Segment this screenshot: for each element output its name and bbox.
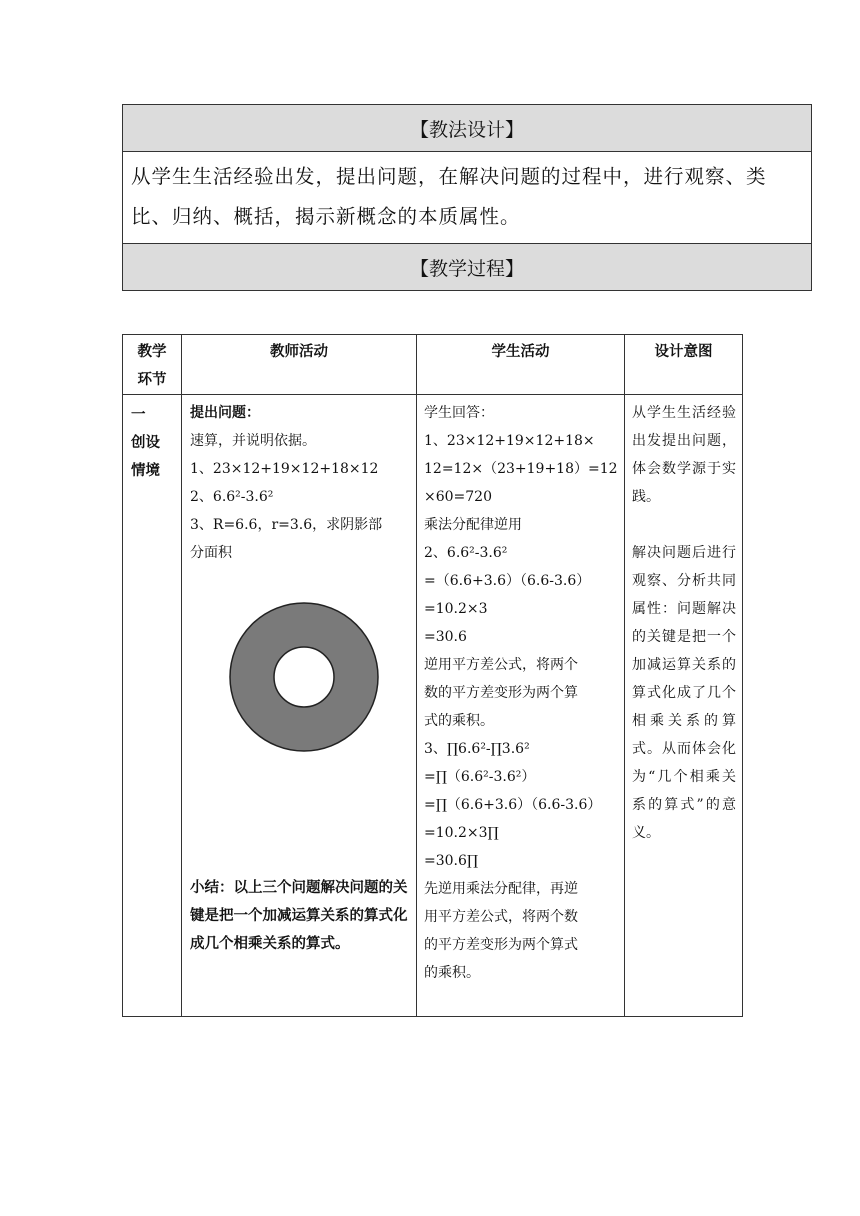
student-line: =30.6∏ (424, 853, 479, 869)
student-line: =10.2×3∏ (424, 825, 499, 841)
student-line: 12=12×（23+19+18）=12 (424, 461, 618, 477)
student-line: 学生回答： (424, 405, 494, 421)
student-line: 式的乘积。 (424, 713, 494, 729)
method-description: 从学生生活经验出发，提出问题，在解决问题的过程中，进行观察、类比、归纳、概括，揭示新概念的本质属性。 (123, 151, 811, 244)
student-line: =10.2×3 (424, 601, 488, 617)
process-title: 【教学过程】 (123, 244, 811, 290)
table-header-row (123, 335, 743, 395)
student-line: 逆用平方差公式，将两个 (424, 657, 578, 673)
student-line: 的乘积。 (424, 965, 480, 981)
teacher-activity-cell: 提出问题： 速算，并说明依据。 1、23×12+19×12+18×12 2、6.6²-3.6² 3、R=6.6，r=3.6，求阴影部 分面积 小结：以上三个问题解决问题的关键是把一个加减运算关系的算式化成几个相乘关系的算式。 (182, 395, 417, 1017)
method-title: 【教法设计】 (123, 105, 811, 151)
teaching-process-table (122, 334, 743, 1017)
student-line: =∏（6.6²-3.6²） (424, 769, 536, 785)
teaching-method-box (122, 104, 812, 291)
table-row (123, 395, 743, 1017)
teacher-heading: 提出问题： (190, 405, 260, 421)
teacher-summary: 小结：以上三个问题解决问题的关键是把一个加减运算关系的算式化成几个相乘关系的算式。 (190, 880, 408, 952)
header-teacher: 教师活动 (182, 335, 417, 395)
student-line: 的平方差变形为两个算式 (424, 937, 578, 953)
stage-cell: 一 创设 情境 (123, 395, 182, 1017)
student-line: 数的平方差变形为两个算 (424, 685, 578, 701)
student-line: 1、23×12+19×12+18× (424, 433, 595, 449)
student-line: 先逆用乘法分配律，再逆 (424, 881, 578, 897)
design-intent-cell (625, 395, 743, 1017)
intent-paragraph-2: 解决问题后进行观察、分析共同属性：问题解决的关键是把一个加减运算关系的算式化成了几个相乘关系的算式。从而体会化为“几个相乘关系的算式”的意义。 (632, 545, 736, 841)
student-line: 乘法分配律逆用 (424, 517, 522, 533)
header-stage: 教学环节 (123, 335, 182, 395)
student-activity-cell (417, 395, 625, 1017)
intent-paragraph-1: 从学生生活经验出发提出问题，体会数学源于实践。 (632, 405, 736, 505)
header-student: 学生活动 (417, 335, 625, 395)
student-line: =（6.6+3.6）（6.6-3.6） (424, 573, 591, 589)
header-intent: 设计意图 (625, 335, 743, 395)
student-line: ×60=720 (424, 489, 492, 505)
student-line: =30.6 (424, 629, 467, 645)
student-line: =∏（6.6+3.6）（6.6-3.6） (424, 797, 602, 813)
shaded-annulus-icon (228, 601, 380, 753)
student-line: 3、∏6.6²-∏3.6² (424, 741, 530, 757)
student-line: 用平方差公式，将两个数 (424, 909, 578, 925)
student-line: 2、6.6²-3.6² (424, 545, 508, 561)
